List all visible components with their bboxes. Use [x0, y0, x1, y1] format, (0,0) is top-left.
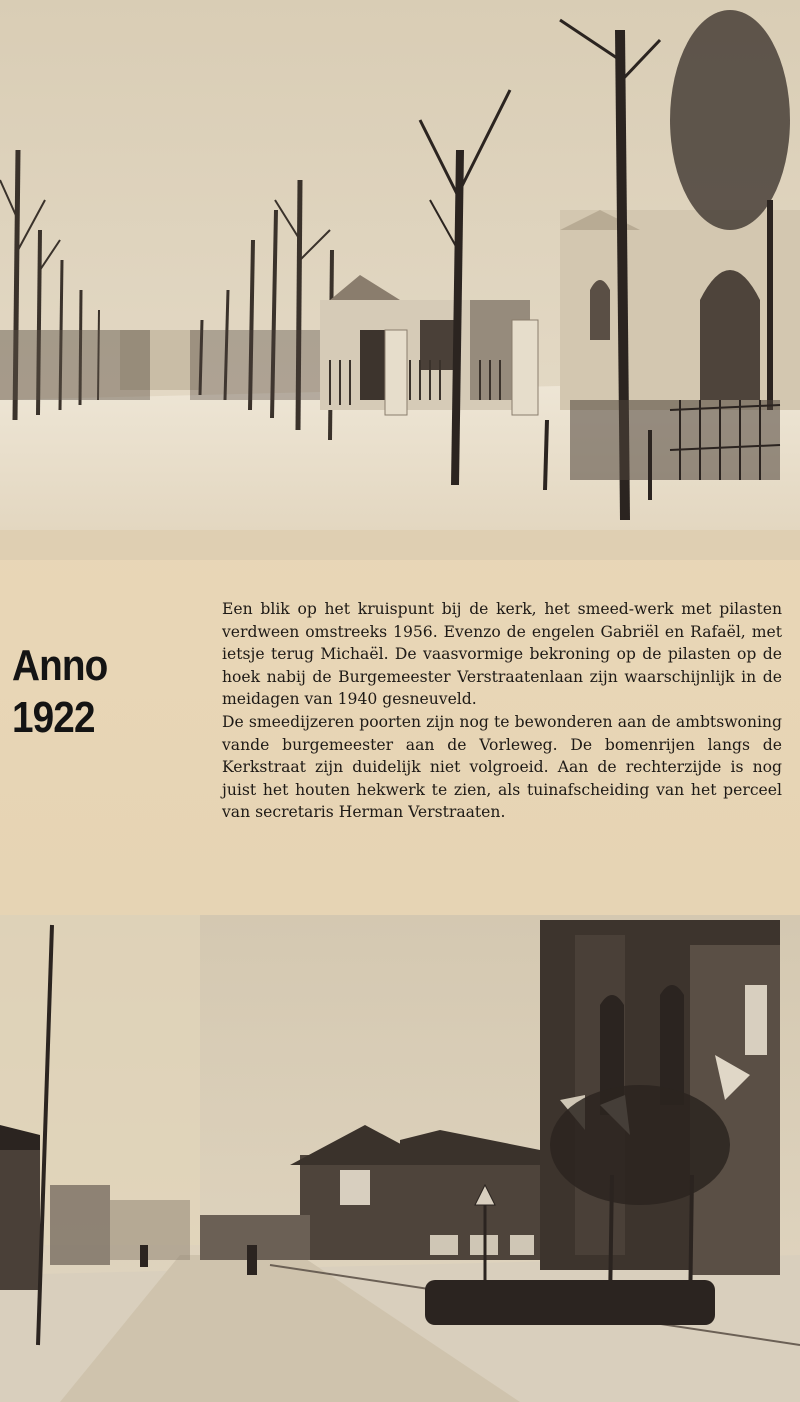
article-heading: [12, 640, 144, 744]
heading-line-1: Anno: [12, 641, 108, 690]
caption-paragraph-2: De smeedijzeren poorten zijn nog te bewonderen aan de ambtswoning vande burgemeester aan de Vorleweg. De bomenrijen langs de Kerkstraat zijn duidelijk niet volgroeid. Aan de rechterzijde is nog juist het houten hekwerk te zien, als tuinafscheiding van het perceel van secretaris Herman Verstraaten.: [222, 712, 782, 822]
caption-paragraph-1: Een blik op het kruispunt bij de kerk, het smeed-werk met pilasten verdween omstreeks 1956. Evenzo de engelen Gabriël en Rafaël, met ietsje terug Michaël. De vaasvormige bekroning op de pilasten op de hoek nabij de Burgemeester Verstraatenlaan zijn waarschijnlijk in de meidagen van 1940 gesneuveld.: [222, 600, 782, 709]
modern-photo-street: [0, 915, 800, 1402]
historic-photo-1922: [0, 0, 800, 560]
heading-line-2: 1922: [12, 693, 95, 742]
article-caption: [222, 598, 782, 824]
photo-1922-illustration: [0, 0, 800, 560]
modern-photo-illustration: [0, 915, 800, 1402]
